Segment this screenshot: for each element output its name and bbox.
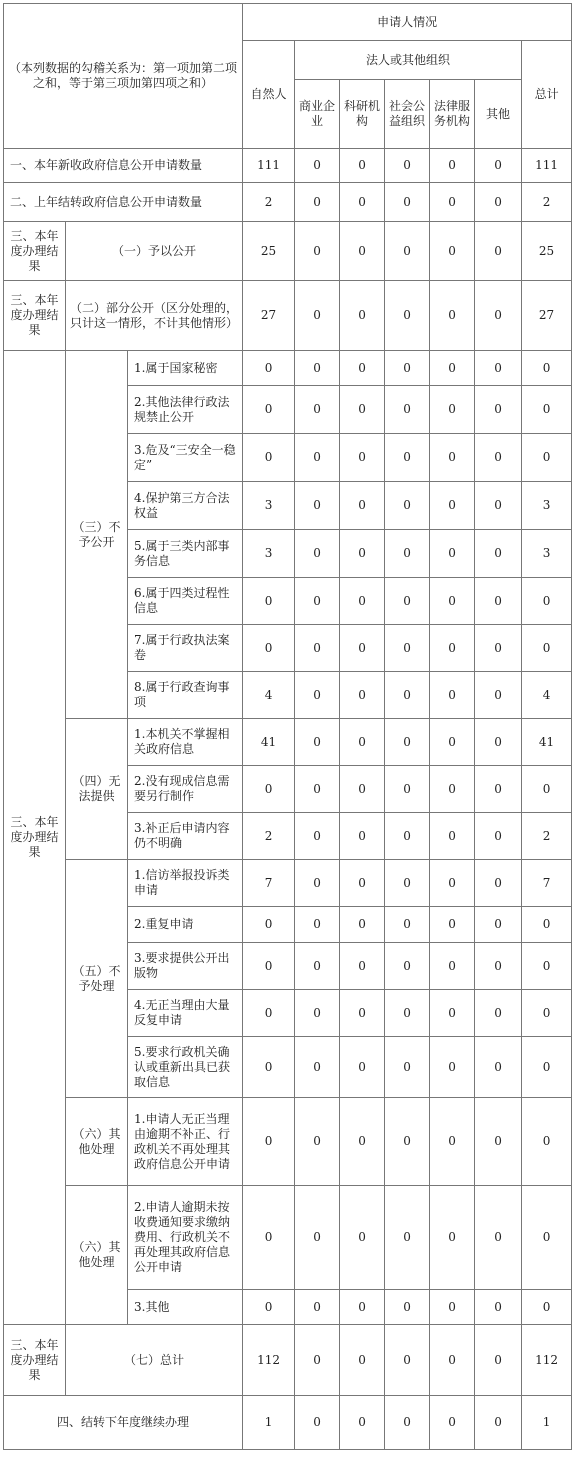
- relation-note: （本列数据的勾稽关系为：第一项加第二项之和，等于第三项加第四项之和）: [4, 4, 243, 149]
- statistics-table: [3, 3, 572, 1450]
- value-cell: 3: [522, 530, 572, 578]
- value-cell: 0: [385, 672, 430, 719]
- legal-service-header: 法律服务机构: [430, 80, 475, 149]
- commercial-header: 商业企业: [295, 80, 340, 149]
- value-cell: 0: [340, 1396, 385, 1450]
- table-row: [4, 281, 572, 351]
- value-cell: 0: [475, 482, 522, 530]
- research-header: 科研机构: [340, 80, 385, 149]
- value-cell: 0: [385, 281, 430, 351]
- value-cell: 111: [243, 149, 295, 183]
- applicant-header: 申请人情况: [243, 4, 572, 41]
- value-cell: 0: [430, 281, 475, 351]
- sub-item-label: 4.保护第三方合法权益: [128, 482, 243, 530]
- table-row: [4, 1325, 572, 1396]
- natural-person-header: 自然人: [243, 41, 295, 149]
- value-cell: 0: [340, 860, 385, 907]
- value-cell: 0: [295, 943, 340, 990]
- value-cell: 0: [243, 1098, 295, 1186]
- value-cell: 1: [522, 1396, 572, 1450]
- sub-item-label: 1.属于国家秘密: [128, 351, 243, 386]
- social-header: 社会公益组织: [385, 80, 430, 149]
- value-cell: 0: [475, 1037, 522, 1098]
- value-cell: 3: [243, 530, 295, 578]
- value-cell: 0: [522, 990, 572, 1037]
- group-label: （四）无法提供: [66, 719, 128, 860]
- value-cell: 0: [475, 766, 522, 813]
- value-cell: 0: [385, 943, 430, 990]
- value-cell: 112: [243, 1325, 295, 1396]
- value-cell: 0: [475, 1396, 522, 1450]
- value-cell: 0: [475, 625, 522, 672]
- value-cell: 0: [430, 672, 475, 719]
- value-cell: 0: [385, 1098, 430, 1186]
- value-cell: 0: [243, 625, 295, 672]
- sub-item-label: 1.本机关不掌握相关政府信息: [128, 719, 243, 766]
- value-cell: 0: [475, 183, 522, 222]
- value-cell: 0: [430, 719, 475, 766]
- table-row: [4, 222, 572, 281]
- table-row: [4, 149, 572, 183]
- value-cell: 0: [430, 625, 475, 672]
- value-cell: 0: [340, 990, 385, 1037]
- value-cell: 0: [340, 183, 385, 222]
- value-cell: 0: [340, 578, 385, 625]
- value-cell: 0: [522, 625, 572, 672]
- value-cell: 0: [385, 990, 430, 1037]
- value-cell: 0: [295, 625, 340, 672]
- value-cell: 0: [430, 990, 475, 1037]
- value-cell: 0: [243, 766, 295, 813]
- value-cell: 0: [340, 907, 385, 943]
- value-cell: 0: [430, 351, 475, 386]
- value-cell: 4: [243, 672, 295, 719]
- value-cell: 0: [475, 1098, 522, 1186]
- value-cell: 0: [385, 860, 430, 907]
- value-cell: 0: [430, 860, 475, 907]
- value-cell: 0: [385, 434, 430, 482]
- value-cell: 0: [385, 719, 430, 766]
- value-cell: 0: [430, 183, 475, 222]
- sub-item-label: 1.信访举报投诉类申请: [128, 860, 243, 907]
- table-row: [4, 860, 572, 907]
- value-cell: 0: [295, 1098, 340, 1186]
- value-cell: 0: [340, 1325, 385, 1396]
- value-cell: 0: [340, 1290, 385, 1325]
- category-label: 三、本年度办理结果: [4, 351, 66, 1325]
- table-row: [4, 1098, 572, 1186]
- value-cell: 0: [522, 943, 572, 990]
- group-label: （六）其他处理: [66, 1098, 128, 1186]
- value-cell: 0: [295, 860, 340, 907]
- value-cell: 0: [475, 943, 522, 990]
- value-cell: 0: [295, 530, 340, 578]
- value-cell: 2: [243, 183, 295, 222]
- table-row: [4, 183, 572, 222]
- category-label: 三、本年度办理结果: [4, 222, 66, 281]
- value-cell: 0: [243, 990, 295, 1037]
- value-cell: 0: [475, 1325, 522, 1396]
- value-cell: 0: [475, 860, 522, 907]
- value-cell: 0: [385, 183, 430, 222]
- value-cell: 0: [295, 990, 340, 1037]
- value-cell: 3: [243, 482, 295, 530]
- value-cell: 0: [522, 907, 572, 943]
- value-cell: 0: [385, 530, 430, 578]
- value-cell: 0: [475, 907, 522, 943]
- value-cell: 0: [475, 672, 522, 719]
- value-cell: 0: [385, 149, 430, 183]
- row-label: 四、结转下年度继续办理: [4, 1396, 243, 1450]
- value-cell: 0: [430, 1325, 475, 1396]
- value-cell: 0: [475, 1186, 522, 1290]
- value-cell: 0: [385, 222, 430, 281]
- group-label: （三）不予公开: [66, 351, 128, 719]
- value-cell: 0: [430, 1290, 475, 1325]
- value-cell: 0: [385, 1290, 430, 1325]
- value-cell: 0: [340, 281, 385, 351]
- value-cell: 0: [243, 943, 295, 990]
- value-cell: 0: [522, 386, 572, 434]
- value-cell: 0: [385, 766, 430, 813]
- value-cell: 0: [243, 1037, 295, 1098]
- value-cell: 0: [522, 578, 572, 625]
- sub-item-label: 7.属于行政执法案卷: [128, 625, 243, 672]
- value-cell: 0: [385, 813, 430, 860]
- row-label: （二）部分公开（区分处理的，只计这一情形，不计其他情形）: [66, 281, 243, 351]
- value-cell: 0: [340, 530, 385, 578]
- value-cell: 0: [430, 1186, 475, 1290]
- row-label: 二、上年结转政府信息公开申请数量: [4, 183, 243, 222]
- table-row: [4, 351, 572, 386]
- value-cell: 112: [522, 1325, 572, 1396]
- value-cell: 0: [295, 1290, 340, 1325]
- sub-item-label: 8.属于行政查询事项: [128, 672, 243, 719]
- sub-item-label: 3.补正后申请内容仍不明确: [128, 813, 243, 860]
- sub-item-label: 6.属于四类过程性信息: [128, 578, 243, 625]
- value-cell: 0: [522, 351, 572, 386]
- value-cell: 0: [243, 351, 295, 386]
- sub-item-label: 3.其他: [128, 1290, 243, 1325]
- value-cell: 0: [340, 434, 385, 482]
- value-cell: 0: [295, 351, 340, 386]
- sub-item-label: 3.危及“三安全一稳定”: [128, 434, 243, 482]
- value-cell: 0: [522, 434, 572, 482]
- value-cell: 25: [243, 222, 295, 281]
- sub-item-label: 5.要求行政机关确认或重新出具已获取信息: [128, 1037, 243, 1098]
- value-cell: 0: [522, 1186, 572, 1290]
- value-cell: 0: [385, 907, 430, 943]
- value-cell: 0: [295, 1396, 340, 1450]
- value-cell: 4: [522, 672, 572, 719]
- value-cell: 0: [295, 813, 340, 860]
- value-cell: 0: [430, 1037, 475, 1098]
- value-cell: 0: [340, 149, 385, 183]
- sub-item-label: 2.没有现成信息需要另行制作: [128, 766, 243, 813]
- value-cell: 0: [295, 434, 340, 482]
- value-cell: 0: [430, 907, 475, 943]
- value-cell: 0: [295, 386, 340, 434]
- value-cell: 0: [475, 351, 522, 386]
- group-label: （五）不予处理: [66, 860, 128, 1098]
- value-cell: 0: [340, 766, 385, 813]
- value-cell: 0: [475, 1290, 522, 1325]
- value-cell: 0: [385, 1186, 430, 1290]
- value-cell: 0: [385, 625, 430, 672]
- value-cell: 0: [340, 1186, 385, 1290]
- value-cell: 27: [522, 281, 572, 351]
- value-cell: 0: [475, 281, 522, 351]
- sub-item-label: 2.申请人逾期未按收费通知要求缴纳费用、行政机关不再处理其政府信息公开申请: [128, 1186, 243, 1290]
- value-cell: 0: [430, 813, 475, 860]
- value-cell: 0: [295, 1037, 340, 1098]
- value-cell: 2: [522, 183, 572, 222]
- value-cell: 0: [475, 386, 522, 434]
- value-cell: 0: [295, 907, 340, 943]
- value-cell: 0: [385, 578, 430, 625]
- value-cell: 2: [522, 813, 572, 860]
- value-cell: 2: [243, 813, 295, 860]
- value-cell: 0: [340, 386, 385, 434]
- value-cell: 0: [475, 990, 522, 1037]
- total-header: 总计: [522, 41, 572, 149]
- sub-item-label: 3.要求提供公开出版物: [128, 943, 243, 990]
- sub-item-label: 1.申请人无正当理由逾期不补正、行政机关不再处理其政府信息公开申请: [128, 1098, 243, 1186]
- value-cell: 0: [340, 625, 385, 672]
- value-cell: 0: [385, 351, 430, 386]
- row-label: 一、本年新收政府信息公开申请数量: [4, 149, 243, 183]
- value-cell: 0: [430, 943, 475, 990]
- value-cell: 0: [475, 578, 522, 625]
- value-cell: 41: [522, 719, 572, 766]
- sub-item-label: 5.属于三类内部事务信息: [128, 530, 243, 578]
- value-cell: 0: [522, 766, 572, 813]
- value-cell: 7: [522, 860, 572, 907]
- value-cell: 0: [475, 813, 522, 860]
- value-cell: 7: [243, 860, 295, 907]
- value-cell: 0: [295, 766, 340, 813]
- group-label: （六）其他处理: [66, 1186, 128, 1325]
- legal-entity-header: 法人或其他组织: [295, 41, 522, 80]
- sub-item-label: 2.重复申请: [128, 907, 243, 943]
- value-cell: 0: [295, 149, 340, 183]
- category-label: 三、本年度办理结果: [4, 1325, 66, 1396]
- value-cell: 0: [295, 482, 340, 530]
- value-cell: 0: [295, 222, 340, 281]
- value-cell: 0: [340, 943, 385, 990]
- value-cell: 0: [243, 386, 295, 434]
- category-label: 三、本年度办理结果: [4, 281, 66, 351]
- value-cell: 0: [243, 1186, 295, 1290]
- sub-item-label: 2.其他法律行政法规禁止公开: [128, 386, 243, 434]
- value-cell: 0: [522, 1098, 572, 1186]
- value-cell: 0: [385, 482, 430, 530]
- value-cell: 0: [340, 222, 385, 281]
- value-cell: 0: [385, 386, 430, 434]
- value-cell: 0: [340, 1098, 385, 1186]
- value-cell: 0: [430, 1098, 475, 1186]
- value-cell: 0: [475, 222, 522, 281]
- value-cell: 0: [430, 578, 475, 625]
- value-cell: 0: [430, 1396, 475, 1450]
- value-cell: 0: [340, 672, 385, 719]
- value-cell: 0: [340, 1037, 385, 1098]
- table-row: [4, 719, 572, 766]
- value-cell: 0: [295, 672, 340, 719]
- table-row: [4, 1186, 572, 1290]
- value-cell: 1: [243, 1396, 295, 1450]
- value-cell: 0: [243, 578, 295, 625]
- row-label: （一）予以公开: [66, 222, 243, 281]
- value-cell: 27: [243, 281, 295, 351]
- value-cell: 0: [475, 530, 522, 578]
- value-cell: 0: [295, 719, 340, 766]
- sub-item-label: 4.无正当理由大量反复申请: [128, 990, 243, 1037]
- value-cell: 0: [243, 434, 295, 482]
- value-cell: 0: [295, 1186, 340, 1290]
- value-cell: 0: [430, 149, 475, 183]
- value-cell: 0: [340, 813, 385, 860]
- value-cell: 0: [295, 578, 340, 625]
- value-cell: 0: [340, 719, 385, 766]
- value-cell: 0: [295, 1325, 340, 1396]
- value-cell: 41: [243, 719, 295, 766]
- value-cell: 0: [430, 386, 475, 434]
- value-cell: 0: [385, 1037, 430, 1098]
- value-cell: 0: [522, 1037, 572, 1098]
- value-cell: 0: [430, 222, 475, 281]
- value-cell: 0: [340, 351, 385, 386]
- row-label: （七）总计: [66, 1325, 243, 1396]
- value-cell: 0: [430, 766, 475, 813]
- value-cell: 0: [243, 1290, 295, 1325]
- value-cell: 0: [340, 482, 385, 530]
- value-cell: 0: [385, 1325, 430, 1396]
- value-cell: 25: [522, 222, 572, 281]
- value-cell: 0: [430, 530, 475, 578]
- value-cell: 0: [430, 434, 475, 482]
- table-row: [4, 1396, 572, 1450]
- value-cell: 0: [385, 1396, 430, 1450]
- other-header: 其他: [475, 80, 522, 149]
- value-cell: 0: [522, 1290, 572, 1325]
- value-cell: 0: [430, 482, 475, 530]
- value-cell: 0: [243, 907, 295, 943]
- value-cell: 0: [475, 434, 522, 482]
- value-cell: 3: [522, 482, 572, 530]
- value-cell: 0: [475, 719, 522, 766]
- value-cell: 0: [295, 183, 340, 222]
- value-cell: 0: [475, 149, 522, 183]
- value-cell: 0: [295, 281, 340, 351]
- value-cell: 111: [522, 149, 572, 183]
